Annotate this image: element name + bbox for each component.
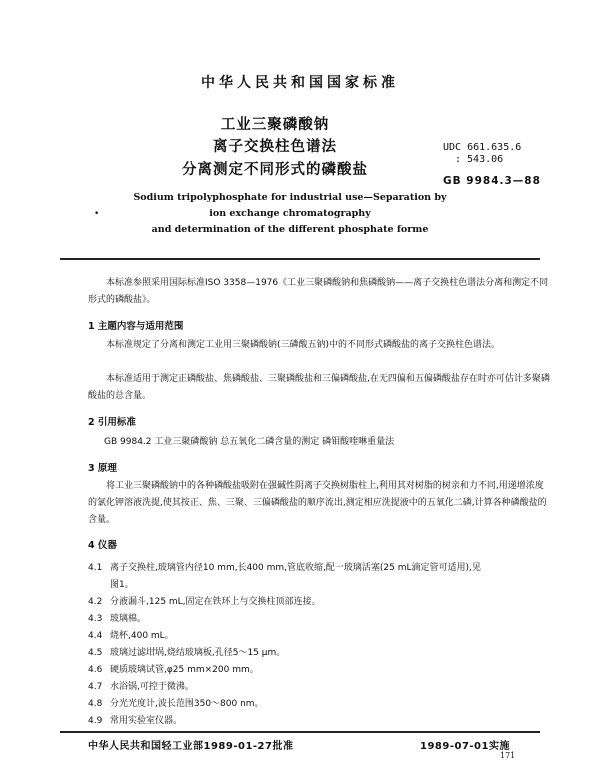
english-title-line-3: and determination of the different phosphate forme [151, 224, 429, 235]
section-1-paragraph-2: 本标准适用于测定正磷酸盐、焦磷酸盐、三聚磷酸盐和三偏磷酸盐,在无四偏和五偏磷酸盐存在时亦可估计多聚磷酸盐的总含量。 [88, 374, 550, 401]
title-line-3: 分离测定不同形式的磷酸盐 [182, 162, 368, 178]
list-item: 4.8 分光光度计,波长范围350～800 nm。 [88, 699, 264, 709]
list-item: 4.5 玻璃过滤坩埚,烧结玻璃板,孔径5～15 μm。 [88, 648, 286, 658]
instrument-list [88, 560, 481, 730]
section-1-paragraph-1: 本标准规定了分离和测定工业用三聚磷酸钠(三磷酸五钠)中的不同形式磷酸盐的离子交换柱色谱法。 [106, 340, 501, 350]
list-item: 4.2 分液漏斗,125 mL,固定在铁环上与交换柱顶部连接。 [88, 597, 321, 607]
section-2-heading: 2 引用标准 [88, 417, 136, 428]
english-title-line-1: Sodium tripolyphosphate for industrial use—Separation by [133, 192, 447, 203]
list-item: 4.7 水浴锅,可控于微沸。 [88, 682, 194, 692]
section-2-reference: GB 9984.2 工业三聚磷酸钠 总五氧化二磷含量的测定 磷钼酸喹啉重量法 [104, 437, 395, 447]
section-3-paragraph: 将工业三聚磷酸钠中的各种磷酸盐吸附在强碱性阴离子交换树脂柱上,利用其对树脂的树亲和力不同,用递增浓度的氯化钾溶液洗提,使其按正、焦、三聚、三偏磷酸盐的顺序流出,测定相应洗提液中的五氧化二磷,计算各种磷酸盐的含量。 [88, 481, 547, 525]
list-item: 4.6 硬质玻璃试管,φ25 mm×200 mm。 [88, 665, 259, 675]
udc-code: UDC 661.635.6 [443, 142, 522, 153]
title-line-2: 离子交换柱色谱法 [213, 139, 337, 155]
list-item: 图1。 [110, 580, 134, 590]
gb-code: GB 9984.3—88 [443, 175, 541, 187]
implementation-date: 1989-07-01实施 [420, 741, 510, 752]
bullet-mark: • [94, 209, 100, 219]
section-3-heading: 3 原理 [88, 463, 117, 474]
approval-note: 中华人民共和国轻工业部1989-01-27批准 [88, 741, 294, 752]
section-1-heading: 1 主题内容与适用范围 [88, 321, 184, 332]
bottom-divider [60, 731, 540, 733]
top-divider [60, 258, 540, 260]
list-item: 4.3 玻璃棉。 [88, 614, 147, 624]
intro-paragraph: 本标准参照采用国际标准ISO 3358—1976《工业三聚磷酸钠和焦磷酸钠——离子交换柱色谱法分离和测定不同形式的磷酸盐》。 [88, 278, 549, 305]
section-4-heading: 4 仪器 [88, 540, 117, 551]
page-number: 171 [500, 751, 516, 760]
udc-code-sub: : 543.06 [455, 154, 504, 165]
title-line-1: 工业三聚磷酸钠 [220, 117, 330, 133]
standard-header: 中华人民共和国国家标准 [201, 75, 399, 91]
list-item: 4.4 烧杯,400 mL。 [88, 631, 174, 641]
list-item: 4.9 常用实验室仪器。 [88, 716, 183, 726]
list-item: 4.1 离子交换柱,玻璃管内径10 mm,长400 mm,管底收缩,配一玻璃活塞(25 mL滴定管可适用),见 [88, 563, 481, 573]
english-title-line-2: ion exchange chromatography [209, 208, 371, 219]
